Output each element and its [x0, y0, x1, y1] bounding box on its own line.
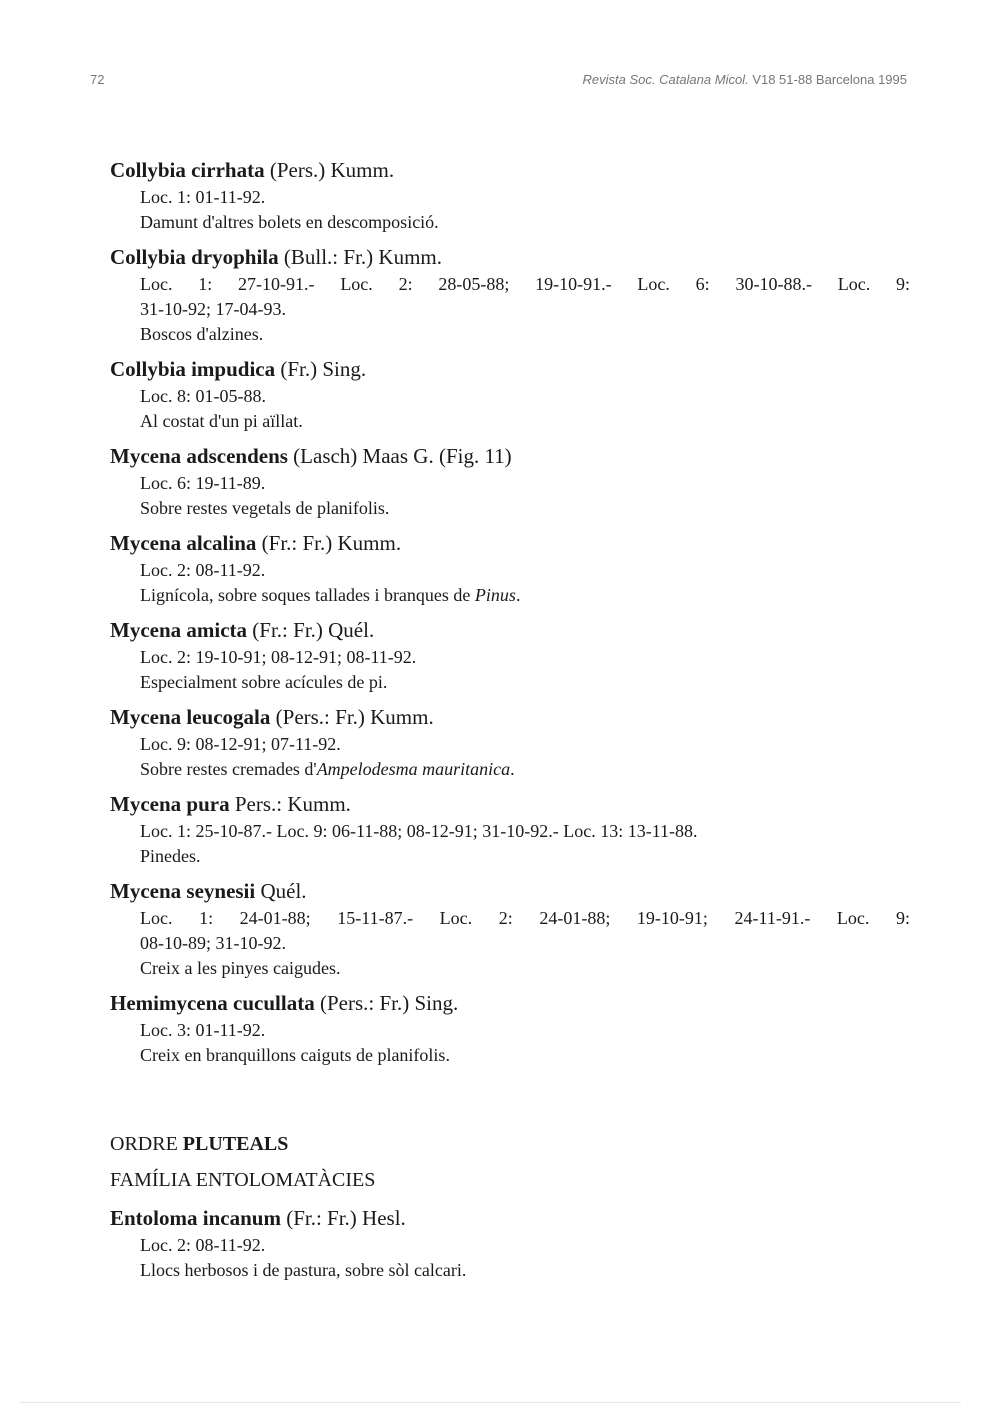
locality-line: Loc. 2: 08-11-92. [140, 560, 266, 580]
species-entry [110, 243, 910, 347]
locality-line: Loc. 1: 01-11-92. [140, 187, 266, 207]
species-name: Collybia dryophila [110, 245, 279, 269]
species-title [110, 355, 910, 384]
species-entry [110, 703, 910, 782]
habitat-note: Llocs herbosos i de pastura, sobre sòl calcari. [140, 1260, 467, 1280]
page-number: 72 [90, 72, 105, 87]
species-title [110, 442, 910, 471]
species-name: Collybia cirrhata [110, 158, 265, 182]
species-title [110, 877, 910, 906]
species-author: (Bull.: Fr.) Kumm. [283, 245, 442, 269]
family-heading: FAMÍLIA ENTOLOMATÀCIES [110, 1169, 376, 1191]
habitat-note-end: . [510, 759, 515, 779]
species-name: Mycena adscendens [110, 444, 288, 468]
species-author: (Fr.: Fr.) Hesl. [286, 1206, 406, 1230]
species-entry [110, 355, 910, 434]
order-name: PLUTEALS [182, 1133, 289, 1155]
species-name: Collybia impudica [110, 357, 276, 381]
habitat-note [140, 583, 910, 608]
species-name: Entoloma incanum [110, 1206, 281, 1230]
locality-line: Loc. 6: 19-11-89. [140, 473, 266, 493]
habitat-note-text: Sobre restes cremades d' [140, 759, 317, 779]
species-author: (Fr.: Fr.) Quél. [252, 618, 375, 642]
species-title [110, 703, 910, 732]
scan-edge-line [20, 1402, 961, 1403]
locality-line: Loc. 3: 01-11-92. [140, 1020, 266, 1040]
species-author: (Pers.: Fr.) Sing. [319, 991, 459, 1015]
running-head [583, 72, 908, 87]
habitat-note: Boscos d'alzines. [140, 324, 264, 344]
locality-line-continued: 08-10-89; 31-10-92. [140, 933, 286, 953]
species-title [110, 243, 910, 272]
locality-line: Loc. 9: 08-12-91; 07-11-92. [140, 734, 341, 754]
habitat-note: Al costat d'un pi aïllat. [140, 411, 303, 431]
taxon-italic: Pinus [474, 585, 516, 605]
journal-name: Revista Soc. Catalana Micol. [582, 72, 749, 87]
habitat-note-end: . [515, 585, 521, 605]
order-prefix: ORDRE [110, 1133, 178, 1155]
locality-line: Loc. 2: 08-11-92. [140, 1235, 266, 1255]
habitat-note: Pinedes. [140, 846, 201, 866]
habitat-note-text: Lignícola, sobre soques tallades i branques de [140, 585, 475, 605]
species-name: Mycena amicta [110, 618, 248, 642]
locality-line-continued: 31-10-92; 17-04-93. [140, 299, 286, 319]
species-title [110, 790, 910, 819]
species-author: Pers.: Kumm. [234, 792, 351, 816]
species-author: (Fr.: Fr.) Kumm. [261, 531, 402, 555]
locality-line: Loc. 1: 25-10-87.- Loc. 9: 06-11-88; 08-12-91; 31-10-92.- Loc. 13: 13-11-88. [140, 821, 698, 841]
species-title [110, 1204, 910, 1233]
species-author: (Lasch) Maas G. (Fig. 11) [293, 444, 512, 468]
locality-line: Loc. 1: 24-01-88; 15-11-87.- Loc. 2: 24-01-88; 19-10-91; 24-11-91.- Loc. 9: [140, 908, 910, 928]
species-entry [110, 156, 910, 235]
species-list [110, 156, 910, 1291]
taxon-italic: Ampelodesma mauritanica [316, 759, 511, 779]
species-name: Mycena leucogala [110, 705, 271, 729]
species-title [110, 989, 910, 1018]
species-author: (Pers.) Kumm. [269, 158, 395, 182]
order-heading [110, 1130, 910, 1158]
habitat-note: Especialment sobre acícules de pi. [140, 672, 388, 692]
locality-line: Loc. 8: 01-05-88. [140, 386, 266, 406]
species-author: (Fr.) Sing. [280, 357, 367, 381]
species-name: Hemimycena cucullata [110, 991, 315, 1015]
species-title [110, 616, 910, 645]
species-title [110, 156, 910, 185]
habitat-note: Sobre restes vegetals de planifolis. [140, 498, 390, 518]
habitat-note: Creix en branquillons caiguts de planifolis. [140, 1045, 450, 1065]
habitat-note [140, 757, 910, 782]
locality-line: Loc. 2: 19-10-91; 08-12-91; 08-11-92. [140, 647, 417, 667]
species-author: (Pers.: Fr.) Kumm. [275, 705, 434, 729]
species-entry [110, 529, 910, 608]
species-author: Quél. [260, 879, 307, 903]
species-name: Mycena pura [110, 792, 230, 816]
species-entry [110, 616, 910, 695]
habitat-note: Creix a les pinyes caigudes. [140, 958, 341, 978]
species-entry [110, 790, 910, 869]
habitat-note: Damunt d'altres bolets en descomposició. [140, 212, 439, 232]
species-entry [110, 1204, 910, 1283]
species-title [110, 529, 910, 558]
species-entry [110, 877, 910, 981]
species-name: Mycena alcalina [110, 531, 257, 555]
page-header [90, 72, 907, 94]
species-name: Mycena seynesii [110, 879, 256, 903]
locality-line: Loc. 1: 27-10-91.- Loc. 2: 28-05-88; 19-10-91.- Loc. 6: 30-10-88.- Loc. 9: [140, 274, 910, 294]
species-entry [110, 989, 910, 1068]
journal-details: V18 51-88 Barcelona 1995 [752, 72, 907, 87]
species-entry [110, 442, 910, 521]
